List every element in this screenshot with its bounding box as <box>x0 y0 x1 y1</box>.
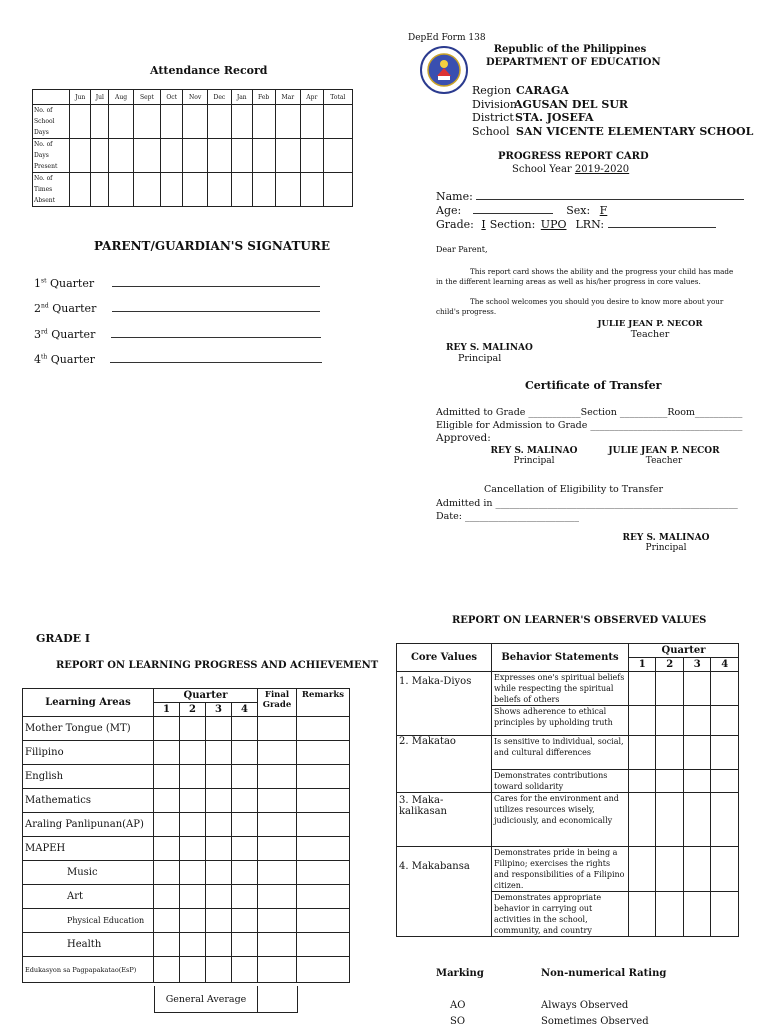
attendance-row <box>33 105 353 139</box>
cell[interactable] <box>205 885 231 909</box>
col-quarter: Quarter <box>154 689 258 703</box>
subject-name: Health <box>23 933 154 957</box>
grade-label: Grade: <box>436 218 474 231</box>
cell <box>109 173 133 207</box>
quarter-label: Quarter <box>48 302 97 315</box>
month-header: Nov <box>183 90 208 105</box>
quarter-num: 4 <box>34 353 41 366</box>
table-row <box>23 957 350 983</box>
cell[interactable] <box>205 813 231 837</box>
transfer-title: Certificate of Transfer <box>525 379 662 392</box>
cell <box>183 105 208 139</box>
subject-name: Edukasyon sa Pagpapakatao(EsP) <box>23 957 154 983</box>
final-principal-name: REY S. MALINAO <box>622 533 710 543</box>
quarter-num: 2 <box>179 703 205 717</box>
values-table <box>396 643 739 937</box>
cell <box>183 139 208 173</box>
col-final-grade: Final Grade <box>258 689 297 717</box>
cell[interactable] <box>711 736 739 770</box>
cell[interactable] <box>205 933 231 957</box>
signature-quarter-4 <box>34 353 322 366</box>
month-header: Total <box>323 90 352 105</box>
grade-value: I <box>481 218 486 231</box>
cell[interactable] <box>258 909 297 933</box>
subject-name: Mother Tongue (MT) <box>23 717 154 741</box>
cell[interactable] <box>656 736 683 770</box>
cell[interactable] <box>154 957 180 983</box>
form-id: DepEd Form 138 <box>408 33 486 43</box>
quarter-num: 4 <box>231 703 257 717</box>
cell[interactable] <box>231 957 257 983</box>
month-header: Apr <box>300 90 323 105</box>
cell <box>323 139 352 173</box>
cell[interactable] <box>258 717 297 741</box>
cell[interactable] <box>656 847 683 892</box>
cell[interactable] <box>683 892 710 937</box>
cell[interactable] <box>711 793 739 847</box>
cell[interactable] <box>258 885 297 909</box>
behavior-statement: Expresses one's spiritual beliefs while respecting the spiritual beliefs of others <box>492 672 629 706</box>
region-label: Region <box>472 84 512 97</box>
quarter-label: Quarter <box>46 277 95 290</box>
table-row <box>23 765 350 789</box>
cell <box>252 105 275 139</box>
quarter-num: 4 <box>711 658 739 672</box>
cell[interactable] <box>231 765 257 789</box>
month-header: Aug <box>109 90 133 105</box>
grade-level-title: GRADE I <box>36 632 90 645</box>
month-header: Sept <box>133 90 160 105</box>
quarter-num: 3 <box>683 658 710 672</box>
month-header: Jun <box>70 90 91 105</box>
attendance-corner <box>33 90 70 105</box>
cell[interactable] <box>154 741 180 765</box>
table-row <box>397 793 739 847</box>
cell[interactable] <box>154 813 180 837</box>
cell[interactable] <box>179 789 205 813</box>
month-header: Feb <box>252 90 275 105</box>
cell[interactable] <box>179 813 205 837</box>
quarter-sup: st <box>41 277 47 285</box>
attendance-title: Attendance Record <box>150 64 268 77</box>
letter-paragraph-1: This report card shows the ability and the progress your child has made in the different learning areas as well as his/her progress in core values. <box>436 267 734 286</box>
rating-label: Non-numerical Rating <box>541 968 667 979</box>
subject-name: Araling Panlipunan(AP) <box>23 813 154 837</box>
cell[interactable] <box>154 789 180 813</box>
cell <box>323 173 352 207</box>
cell[interactable] <box>205 837 231 861</box>
month-header: Jan <box>231 90 252 105</box>
transfer-lines <box>436 407 742 445</box>
cell <box>133 139 160 173</box>
cell[interactable] <box>205 789 231 813</box>
quarter-num: 3 <box>34 328 41 341</box>
cell[interactable] <box>297 789 350 813</box>
attendance-row <box>33 139 353 173</box>
attendance-row-label: No. of Days Present <box>33 139 70 173</box>
cell[interactable] <box>629 770 656 793</box>
cell[interactable] <box>179 957 205 983</box>
values-title: REPORT ON LEARNER'S OBSERVED VALUES <box>452 615 707 626</box>
cell[interactable] <box>258 765 297 789</box>
cell[interactable] <box>179 765 205 789</box>
department-text: DEPARTMENT OF EDUCATION <box>486 57 661 68</box>
cell <box>91 105 109 139</box>
marking-label: Marking <box>436 968 484 979</box>
quarter-sup: rd <box>41 328 48 336</box>
cell <box>208 173 232 207</box>
cell[interactable] <box>297 933 350 957</box>
cell[interactable] <box>629 793 656 847</box>
cell[interactable] <box>297 837 350 861</box>
cell[interactable] <box>629 736 656 770</box>
cell[interactable] <box>154 909 180 933</box>
cell <box>275 173 300 207</box>
attendance-table <box>32 89 353 207</box>
cell[interactable] <box>258 933 297 957</box>
cell[interactable] <box>683 736 710 770</box>
cell[interactable] <box>231 789 257 813</box>
teacher-title: Teacher <box>630 329 670 340</box>
cell[interactable] <box>297 909 350 933</box>
cell <box>70 139 91 173</box>
table-row <box>23 789 350 813</box>
cell[interactable] <box>205 861 231 885</box>
deped-seal-icon <box>420 46 468 94</box>
marking-desc: Always Observed <box>541 1000 629 1011</box>
behavior-statement: Is sensitive to individual, social, and cultural differences <box>492 736 629 770</box>
subject-name: Filipino <box>23 741 154 765</box>
cell[interactable] <box>629 892 656 937</box>
behavior-statement: Cares for the environment and utilizes resources wisely, judiciously, and economically <box>492 793 629 847</box>
general-average-cell[interactable] <box>257 986 298 1013</box>
cell[interactable] <box>297 957 350 983</box>
cell <box>109 139 133 173</box>
cell[interactable] <box>258 837 297 861</box>
age-field[interactable] <box>473 213 553 214</box>
signature-title: PARENT/GUARDIAN'S SIGNATURE <box>94 239 330 253</box>
cell <box>252 139 275 173</box>
cell <box>323 105 352 139</box>
cell <box>70 173 91 207</box>
table-row <box>397 672 739 706</box>
core-value: 4. Makabansa <box>397 847 492 937</box>
republic-text: Republic of the Philippines <box>493 44 647 55</box>
table-row <box>23 741 350 765</box>
cell <box>91 173 109 207</box>
name-field[interactable] <box>476 199 744 200</box>
subject-name: Mathematics <box>23 789 154 813</box>
division-label: Division <box>472 97 517 111</box>
district-label: District <box>472 111 514 124</box>
cell[interactable] <box>683 793 710 847</box>
lrn-label: LRN: <box>575 218 605 231</box>
school-year <box>512 164 629 175</box>
signature-quarter-3 <box>34 328 321 341</box>
behavior-statement: Demonstrates appropriate behavior in carrying out activities in the school, community, and country <box>492 892 629 937</box>
table-row <box>23 933 350 957</box>
quarter-sup: th <box>41 353 48 361</box>
cell[interactable] <box>711 672 739 706</box>
core-value: 2. Makatao <box>397 736 492 793</box>
behavior-statement: Demonstrates pride in being a Filipino; exercises the rights and responsibilities of a Filipino citizen. <box>492 847 629 892</box>
cell[interactable] <box>205 741 231 765</box>
cell[interactable] <box>231 717 257 741</box>
general-average-label: General Average <box>154 986 258 1013</box>
cell[interactable] <box>231 837 257 861</box>
cell[interactable] <box>205 909 231 933</box>
transfer-teacher <box>604 446 724 466</box>
cell[interactable] <box>154 837 180 861</box>
month-header: Dec <box>208 90 232 105</box>
marking-code: AO <box>450 1000 466 1011</box>
district-value: STA. JOSEFA <box>515 111 594 124</box>
cell <box>91 139 109 173</box>
cell[interactable] <box>629 706 656 736</box>
cell <box>252 173 275 207</box>
cell[interactable] <box>231 885 257 909</box>
subject-name: Art <box>23 885 154 909</box>
cell <box>161 105 183 139</box>
school-year-value: 2019-2020 <box>574 164 630 175</box>
col-learning-areas: Learning Areas <box>23 689 154 717</box>
transfer-approved: Approved: <box>436 432 491 444</box>
lrn-field[interactable] <box>608 227 716 228</box>
cancel-date[interactable]: Date: ________________________ <box>436 511 579 522</box>
final-principal-title: Principal <box>645 543 687 553</box>
cell[interactable] <box>656 672 683 706</box>
table-row <box>23 837 350 861</box>
cell[interactable] <box>179 909 205 933</box>
cell <box>133 105 160 139</box>
behavior-statement: Demonstrates contributions toward solidarity <box>492 770 629 793</box>
cell <box>161 139 183 173</box>
month-header: Oct <box>161 90 183 105</box>
student-info <box>436 190 744 232</box>
grades-table <box>22 688 350 983</box>
cell <box>70 105 91 139</box>
cell <box>300 105 323 139</box>
transfer-principal <box>484 446 584 466</box>
col-quarter: Quarter <box>629 644 739 658</box>
signature-quarter-1 <box>34 277 320 290</box>
cell[interactable] <box>297 765 350 789</box>
subject-name: MAPEH <box>23 837 154 861</box>
cell <box>300 173 323 207</box>
school-value: SAN VICENTE ELEMENTARY SCHOOL <box>516 124 754 138</box>
cell[interactable] <box>154 765 180 789</box>
cell <box>231 105 252 139</box>
subject-name: Music <box>23 861 154 885</box>
signature-quarter-2 <box>34 302 320 315</box>
cell[interactable] <box>711 770 739 793</box>
cell[interactable] <box>711 892 739 937</box>
letter-salutation: Dear Parent, <box>436 245 488 254</box>
sex-value: F <box>599 204 608 217</box>
cancel-admitted-in[interactable]: Admitted in ___________________________________________________ <box>436 498 738 509</box>
cell[interactable] <box>258 861 297 885</box>
cell[interactable] <box>205 765 231 789</box>
final-principal <box>616 533 716 553</box>
table-row <box>23 861 350 885</box>
principal-title: Principal <box>458 353 502 364</box>
cell[interactable] <box>297 741 350 765</box>
cell[interactable] <box>297 717 350 741</box>
name-label: Name: <box>436 190 473 203</box>
col-remarks: Remarks <box>297 689 350 717</box>
cell[interactable] <box>231 813 257 837</box>
cell <box>183 173 208 207</box>
col-behavior: Behavior Statements <box>492 644 629 672</box>
cell[interactable] <box>683 847 710 892</box>
cell <box>109 105 133 139</box>
cell[interactable] <box>154 933 180 957</box>
marking-code: SO <box>450 1016 466 1027</box>
cell[interactable] <box>629 847 656 892</box>
letter-principal <box>446 343 533 364</box>
month-header: Mar <box>275 90 300 105</box>
cell[interactable] <box>629 672 656 706</box>
cell[interactable] <box>297 885 350 909</box>
section-label: Section: <box>489 218 536 231</box>
table-row <box>397 736 739 770</box>
report-card-title: PROGRESS REPORT CARD <box>498 151 649 162</box>
grades-title: REPORT ON LEARNING PROGRESS AND ACHIEVEMENT <box>56 660 379 671</box>
core-value: 1. Maka-Diyos <box>397 672 492 736</box>
letter-teacher <box>590 319 710 340</box>
quarter-num: 3 <box>205 703 231 717</box>
cell[interactable] <box>179 933 205 957</box>
cell[interactable] <box>179 861 205 885</box>
cell[interactable] <box>179 717 205 741</box>
quarter-label: Quarter <box>47 353 95 366</box>
teacher-name: JULIE JEAN P. NECOR <box>597 319 703 329</box>
cell[interactable] <box>258 813 297 837</box>
school-year-label: School Year <box>512 164 572 175</box>
cancel-lines <box>436 497 738 523</box>
cell <box>231 139 252 173</box>
attendance-row-label: No. of School Days <box>33 105 70 139</box>
subject-name: Physical Education <box>23 909 154 933</box>
attendance-row-label: No. of Times Absent <box>33 173 70 207</box>
cell[interactable] <box>231 861 257 885</box>
cell[interactable] <box>205 717 231 741</box>
marking-desc: Sometimes Observed <box>541 1016 649 1027</box>
cell[interactable] <box>683 706 710 736</box>
cell[interactable] <box>154 717 180 741</box>
transfer-teacher-name: JULIE JEAN P. NECOR <box>608 446 720 456</box>
quarter-num: 1 <box>154 703 180 717</box>
cell[interactable] <box>231 909 257 933</box>
cell <box>161 173 183 207</box>
cell <box>208 105 232 139</box>
cell[interactable] <box>258 789 297 813</box>
quarter-num: 1 <box>629 658 656 672</box>
cell <box>300 139 323 173</box>
region-value: CARAGA <box>516 84 569 97</box>
quarter-sup: nd <box>41 302 49 310</box>
cell[interactable] <box>258 957 297 983</box>
cell[interactable] <box>297 861 350 885</box>
cell[interactable] <box>231 933 257 957</box>
core-value: 3. Maka-kalikasan <box>397 793 492 847</box>
cell <box>133 173 160 207</box>
cell[interactable] <box>154 885 180 909</box>
cell[interactable] <box>656 770 683 793</box>
cell <box>275 139 300 173</box>
transfer-principal-title: Principal <box>513 456 555 466</box>
table-row <box>23 885 350 909</box>
letter-paragraph-2: The school welcomes you should you desire to know more about your child's progress. <box>436 297 724 316</box>
subject-name: English <box>23 765 154 789</box>
table-row <box>23 717 350 741</box>
cell[interactable] <box>656 793 683 847</box>
table-row <box>23 813 350 837</box>
school-info <box>472 84 753 138</box>
school-label: School <box>472 124 510 138</box>
cell[interactable] <box>154 861 180 885</box>
transfer-principal-name: REY S. MALINAO <box>490 446 578 456</box>
cell[interactable] <box>711 847 739 892</box>
quarter-num: 2 <box>34 302 41 315</box>
principal-name: REY S. MALINAO <box>446 343 533 353</box>
table-row <box>397 847 739 892</box>
attendance-row <box>33 173 353 207</box>
attendance-header-row <box>33 90 353 105</box>
cell[interactable] <box>179 837 205 861</box>
transfer-admitted-line[interactable]: Admitted to Grade ___________Section __________Room__________ <box>436 407 743 418</box>
quarter-num: 1 <box>34 277 41 290</box>
cell <box>275 105 300 139</box>
signature-line[interactable] <box>112 286 320 287</box>
cell <box>208 139 232 173</box>
cell[interactable] <box>179 885 205 909</box>
behavior-statement: Shows adherence to ethical principles by upholding truth <box>492 706 629 736</box>
cell[interactable] <box>231 741 257 765</box>
quarter-label: Quarter <box>47 328 96 341</box>
transfer-teacher-title: Teacher <box>645 456 683 466</box>
cancel-title: Cancellation of Eligibility to Transfer <box>484 484 664 495</box>
cell[interactable] <box>683 770 710 793</box>
cell[interactable] <box>711 706 739 736</box>
col-core-values: Core Values <box>397 644 492 672</box>
cell <box>231 173 252 207</box>
cell[interactable] <box>683 672 710 706</box>
section-value: UPO <box>540 218 567 231</box>
signature-line[interactable] <box>111 337 321 338</box>
month-header: Jul <box>91 90 109 105</box>
cell[interactable] <box>656 892 683 937</box>
signature-line[interactable] <box>112 311 320 312</box>
cell[interactable] <box>258 741 297 765</box>
age-label: Age: <box>436 204 462 217</box>
sex-label: Sex: <box>566 204 591 217</box>
quarter-num: 2 <box>656 658 683 672</box>
transfer-eligible-line[interactable]: Eligible for Admission to Grade ________________________________ <box>436 419 743 431</box>
division-value: AGUSAN DEL SUR <box>514 97 629 111</box>
cell[interactable] <box>179 741 205 765</box>
table-row <box>23 909 350 933</box>
signature-line[interactable] <box>110 362 322 363</box>
cell[interactable] <box>297 813 350 837</box>
cell[interactable] <box>205 957 231 983</box>
cell[interactable] <box>656 706 683 736</box>
